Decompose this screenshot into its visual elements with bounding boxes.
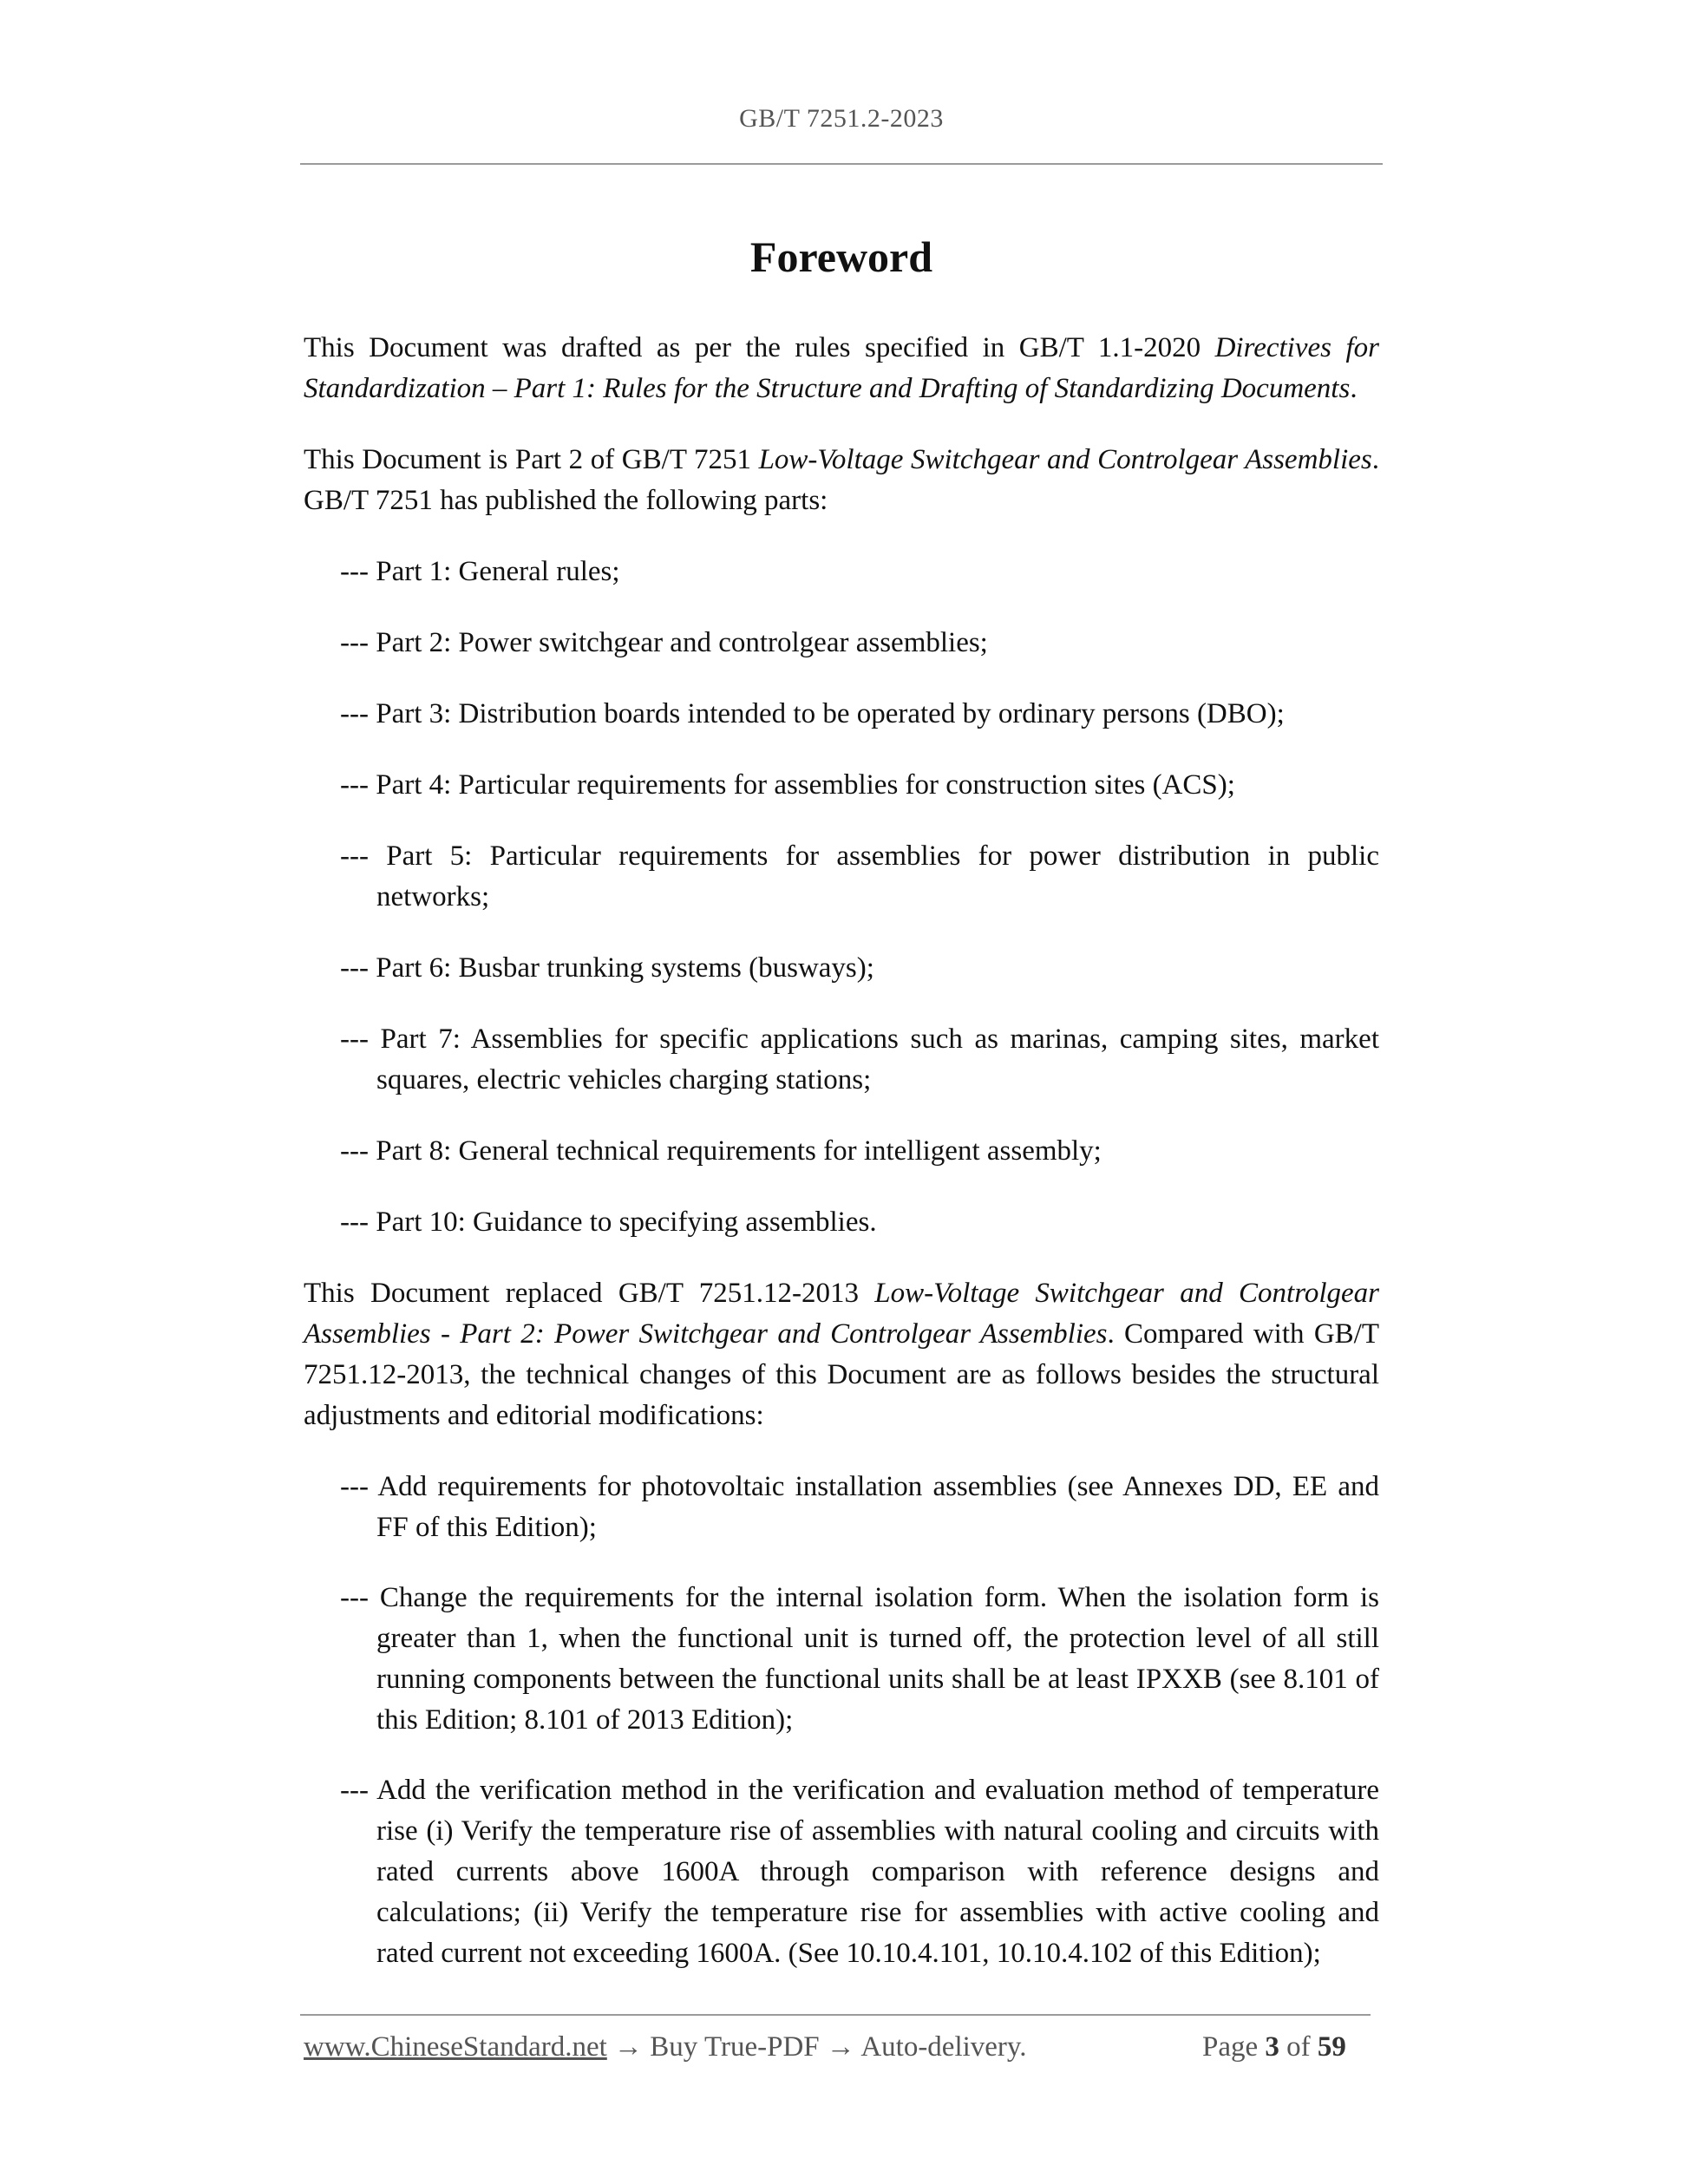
website-link[interactable]: www.ChineseStandard.net — [304, 2031, 607, 2063]
page-title: Foreword — [749, 232, 933, 281]
header-divider — [300, 163, 1383, 165]
paragraph-series-parts: This Document is Part 2 of GB/T 7251 Low-Voltage Switchgear and Controlgear Assemblies. GB/T 7251 has published the following parts: — [304, 444, 1379, 516]
footer-divider — [300, 2014, 1371, 2016]
parts-list — [304, 552, 1379, 1243]
arrow-icon: → — [606, 2031, 651, 2063]
arrow-icon: → — [819, 2031, 861, 2063]
changes-list — [304, 1467, 1379, 1974]
list-item: --- Part 4: Particular requirements for assemblies for construction sites (ACS); — [340, 769, 1235, 801]
list-item: --- Part 7: Assemblies for specific applications such as marinas, camping sites, market squares, electric vehicles charging stations; — [340, 1023, 1379, 1095]
document-id-header: GB/T 7251.2-2023 — [739, 104, 944, 133]
footer-promo — [304, 2031, 1027, 2063]
list-item: --- Part 2: Power switchgear and controlgear assemblies; — [340, 627, 988, 658]
paragraph-replacement: This Document replaced GB/T 7251.12-2013 Low-Voltage Switchgear and Controlgear Assemblies - Part 2: Power Switchgear and Controlgear Assemblies. Compared with GB/T 7251.12-2013, the technical changes of this Document are as follows besides the structural adjustments and editorial modifications: — [304, 1278, 1379, 1431]
list-item: --- Add the verification method in the verification and evaluation method of temperature rise (i) Verify the temperature rise of assemblies with natural cooling and circuits with rated currents above 1600A through comparison with reference designs and calculations; (ii) Verify the temperature rise for assemblies with active cooling and rated current not exceeding 1600A. (See 10.10.4.101, 10.10.4.102 of this Edition); — [340, 1775, 1379, 1969]
list-item: --- Part 10: Guidance to specifying assemblies. — [340, 1206, 877, 1238]
page-number: Page 3 of 59 — [1202, 2031, 1346, 2063]
footer-delivery-text: Auto-delivery. — [860, 2031, 1027, 2063]
list-item: --- Part 1: General rules; — [340, 556, 620, 587]
paragraph-drafting-rules: This Document was drafted as per the rules specified in GB/T 1.1-2020 Directives for Standardization – Part 1: Rules for the Structure and Drafting of Standardizing Documents. — [304, 332, 1379, 404]
list-item: --- Part 3: Distribution boards intended to be operated by ordinary persons (DBO); — [340, 698, 1285, 729]
footer-buy-text: Buy True-PDF — [650, 2031, 820, 2063]
list-item: --- Part 5: Particular requirements for assemblies for power distribution in public networks; — [340, 840, 1379, 912]
list-item: --- Add requirements for photovoltaic installation assemblies (see Annexes DD, EE and FF of this Edition); — [340, 1471, 1379, 1543]
list-item: --- Part 8: General technical requirements for intelligent assembly; — [340, 1135, 1102, 1167]
current-page: 3 — [1265, 2031, 1279, 2063]
list-item: --- Part 6: Busbar trunking systems (busways); — [340, 952, 874, 984]
document-body — [304, 217, 1379, 2004]
list-item: --- Change the requirements for the internal isolation form. When the isolation form is greater than 1, when the functional unit is turned off, the protection level of all still running components between the functional units shall be at least IPXXB (see 8.101 of this Edition; 8.101 of 2013 Edition); — [340, 1582, 1379, 1736]
total-pages: 59 — [1317, 2031, 1346, 2063]
